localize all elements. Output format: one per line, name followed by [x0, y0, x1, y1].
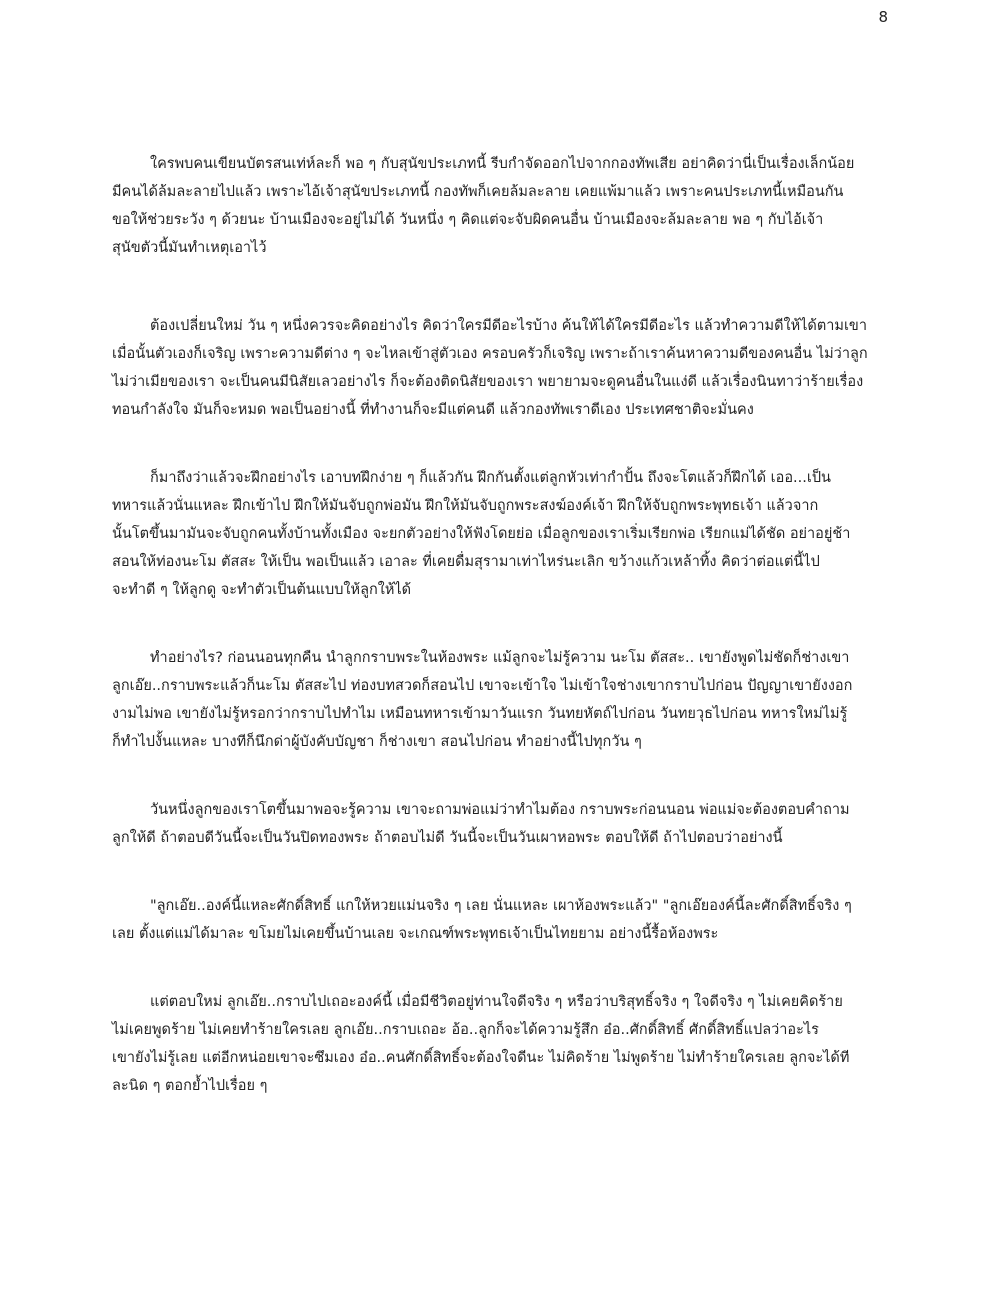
text-line: วันหนึ่งลูกของเราโตขึ้นมาพอจะรู้ความ เขาจะถามพ่อแม่ว่าทำไมต้อง กราบพระก่อนนอน พ่อแม่จะต้องตอบคำถาม: [150, 802, 850, 818]
paragraph: [112, 796, 890, 852]
text-line: งามไม่พอ เขายังไม่รู้หรอกว่ากราบไปทำไม เหมือนทหารเข้ามาวันแรก วันทยหัตถ์ไปก่อน วันทยวุธไปก่อน ทหารใหม่ไม่รู้: [112, 706, 848, 722]
paragraph: [112, 644, 890, 756]
text-line: นั้นโตขึ้นมามันจะจับถูกคนทั้งบ้านทั้งเมือง จะยกตัวอย่างให้ฟังโดยย่อ เมื่อลูกของเราเริ่มเรียกพ่อ เรียกแม่ได้ชัด อย่าอยู่ช้า: [112, 526, 851, 542]
paragraph: [112, 464, 890, 604]
page-number: 8: [878, 8, 888, 26]
text-line: ทอนกำลังใจ มันก็จะหมด พอเป็นอย่างนี้ ที่ทำงานก็จะมีแต่คนดี แล้วกองทัพเราดีเอง ประเทศชาติจะมั่นคง: [112, 402, 754, 418]
text-line: จะทำดี ๆ ให้ลูกดู จะทำตัวเป็นต้นแบบให้ลูกให้ได้: [112, 582, 412, 598]
text-line: ลูกเอ๊ย..กราบพระแล้วก็นะโม ตัสสะไป ท่องบทสวดก็สอนไป เขาจะเข้าใจ ไม่เข้าใจช่างเขากราบไปก่อน ปัญญาเขายังงอก: [112, 678, 853, 694]
text-line: ใครพบคนเขียนบัตรสนเท่ห์ละก็ พอ ๆ กับสุนัขประเภทนี้ รีบกำจัดออกไปจากกองทัพเสีย อย่าคิดว่านี่เป็นเรื่องเล็กน้อย: [150, 156, 855, 172]
text-line: ก็ทำไปงั้นแหละ บางทีก็นึกด่าผู้บังคับบัญชา ก็ช่างเขา สอนไปก่อน ทำอย่างนี้ไปทุกวัน ๆ: [112, 734, 642, 750]
paragraph: [112, 150, 890, 262]
paragraph: [112, 988, 890, 1100]
text-line: ละนิด ๆ ตอกย้ำไปเรื่อย ๆ: [112, 1078, 268, 1094]
text-line: ทหารแล้วนั่นแหละ ฝึกเข้าไป ฝึกให้มันจับถูกพ่อมัน ฝึกให้มันจับถูกพระสงฆ์องค์เจ้า ฝึกให้จับถูกพระพุทธเจ้า แล้วจาก: [112, 498, 819, 514]
text-line: แต่ตอบใหม่ ลูกเอ๊ย..กราบไปเถอะองค์นี้ เมื่อมีชีวิตอยู่ท่านใจดีจริง ๆ หรือว่าบริสุทธิ์จริง ๆ ใจดีจริง ๆ ไม่เคยคิดร้าย: [150, 994, 843, 1010]
document-body: [112, 150, 890, 1140]
text-line: "ลูกเอ๊ย..องค์นี้แหละศักดิ์สิทธิ์ แกให้หวยแม่นจริง ๆ เลย นั่นแหละ เผาห้องพระแล้ว" "ลูกเอ๊ยองค์นี้ละศักดิ์สิทธิ์จริง ๆ: [150, 898, 852, 914]
text-line: ต้องเปลี่ยนใหม่ วัน ๆ หนึ่งควรจะคิดอย่างไร คิดว่าใครมีดีอะไรบ้าง ค้นให้ได้ใครมีดีอะไร แล้วทำความดีให้ได้ตามเขา: [150, 318, 867, 334]
text-line: ไม่เคยพูดร้าย ไม่เคยทำร้ายใครเลย ลูกเอ๊ย..กราบเถอะ อ้อ..ลูกก็จะได้ความรู้สึก อ๋อ..ศักดิ์สิทธิ์ ศักดิ์สิทธิ์แปลว่าอะไร: [112, 1022, 819, 1038]
text-line: ลูกให้ดี ถ้าตอบดีวันนี้จะเป็นวันปิดทองพระ ถ้าตอบไม่ดี วันนี้จะเป็นวันเผาหอพระ ตอบให้ดี ถ้าไปตอบว่าอย่างนี้: [112, 830, 783, 846]
text-line: เลย ตั้งแต่แม่ได้มาละ ขโมยไม่เคยขึ้นบ้านเลย จะเกณฑ์พระพุทธเจ้าเป็นไทยยาม อย่างนี้รื้อห้องพระ: [112, 926, 719, 942]
text-line: สอนให้ท่องนะโม ตัสสะ ให้เป็น พอเป็นแล้ว เอาละ ที่เคยดื่มสุรามาเท่าไหร่นะเลิก ขว้างแก้วเหล้าทิ้ง คิดว่าต่อแต่นี้ไป: [112, 554, 820, 570]
paragraph: [112, 892, 890, 948]
text-line: เมื่อนั้นตัวเองก็เจริญ เพราะความดีต่าง ๆ จะไหลเข้าสู่ตัวเอง ครอบครัวก็เจริญ เพราะถ้าเราค้นหาความดีของคนอื่น ไม่ว่าลูก: [112, 346, 868, 362]
paragraph: [112, 312, 890, 424]
text-line: เขายังไม่รู้เลย แต่อีกหน่อยเขาจะซึมเอง อ๋อ..คนศักดิ์สิทธิ์จะต้องใจดีนะ ไม่คิดร้าย ไม่พูดร้าย ไม่ทำร้ายใครเลย ลูกจะได้ที: [112, 1050, 850, 1066]
text-line: ทำอย่างไร? ก่อนนอนทุกคืน นำลูกกราบพระในห้องพระ แม้ลูกจะไม่รู้ความ นะโม ตัสสะ.. เขายังพูดไม่ชัดก็ช่างเขา: [150, 650, 850, 666]
text-line: ขอให้ช่วยระวัง ๆ ด้วยนะ บ้านเมืองจะอยู่ไม่ได้ วันหนึ่ง ๆ คิดแต่จะจับผิดคนอื่น บ้านเมืองจะล้มละลาย พอ ๆ กับไอ้เจ้า: [112, 212, 824, 228]
text-line: สุนัขตัวนี้มันทำเหตุเอาไว้: [112, 240, 267, 256]
text-line: ไม่ว่าเมียของเรา จะเป็นคนมีนิสัยเลวอย่างไร ก็จะต้องติดนิสัยของเรา พยายามจะดูคนอื่นในแง่ดี แล้วเรื่องนินทาว่าร้ายเรื่อง: [112, 374, 864, 390]
text-line: ก็มาถึงว่าแล้วจะฝึกอย่างไร เอาบทฝึกง่าย ๆ ก็แล้วกัน ฝึกกันตั้งแต่ลูกหัวเท่ากำปั้น ถึงจะโตแล้วก็ฝึกได้ เออ...เป็น: [150, 470, 831, 486]
text-line: มีคนได้ล้มละลายไปแล้ว เพราะไอ้เจ้าสุนัขประเภทนี้ กองทัพก็เคยล้มละลาย เคยแพ้มาแล้ว เพราะคนประเภทนี้เหมือนกัน: [112, 184, 844, 200]
